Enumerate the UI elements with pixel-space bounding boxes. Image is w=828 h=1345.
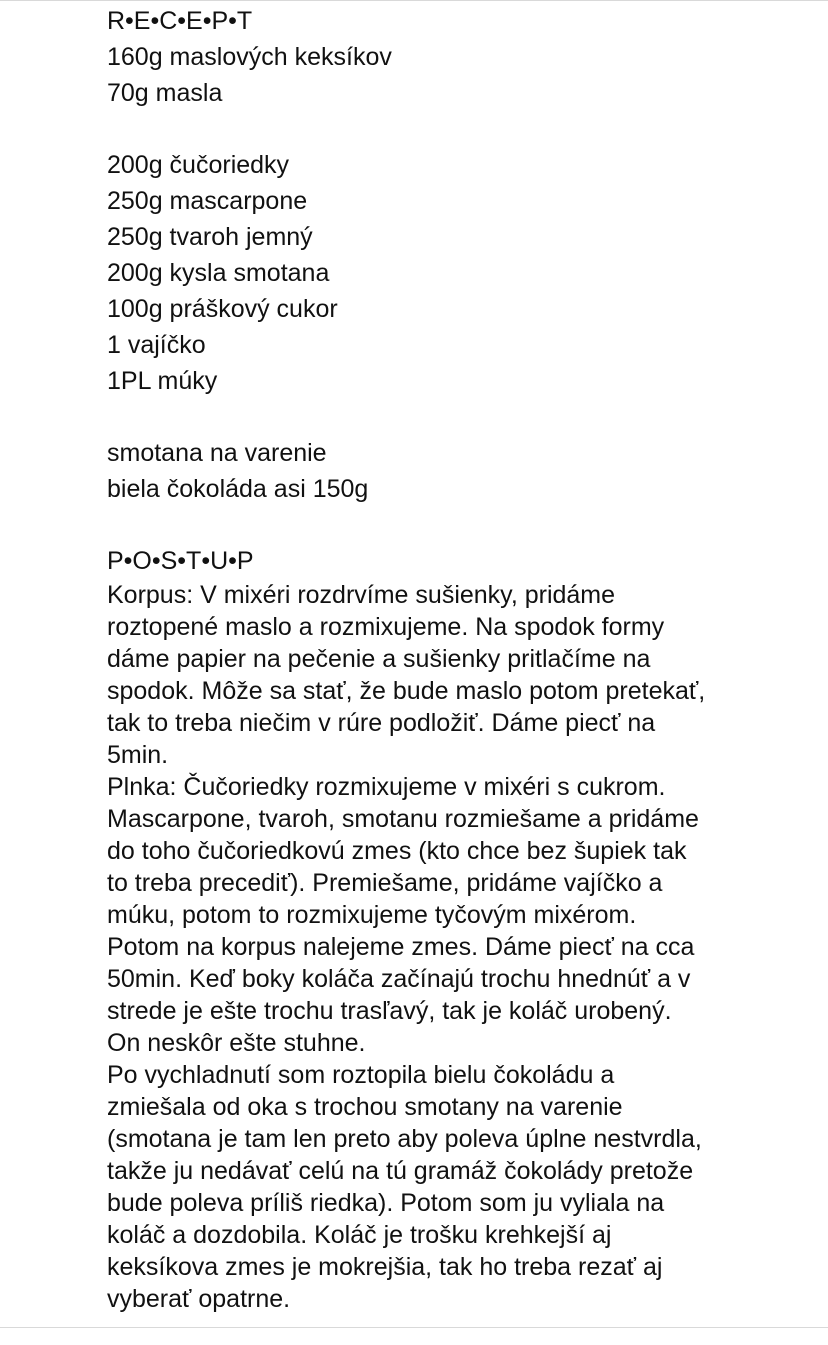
text-line: Plnka: Čučoriedky rozmixujeme v mixéri s cukrom. [107, 773, 666, 801]
text-line: Mascarpone, tvaroh, smotanu rozmiešame a pridáme [107, 805, 699, 833]
ingredient: 1 vajíčko [107, 331, 206, 359]
postup-paragraph-plnka [107, 771, 807, 1059]
text-line: zmiešala od oka s trochou smotany na varenie [107, 1093, 623, 1121]
blank-line [107, 507, 807, 543]
ingredient: 100g práškový cukor [107, 295, 338, 323]
text-line: 5min. [107, 741, 169, 769]
ingredient: 1PL múky [107, 367, 218, 395]
recipe-note[interactable] [107, 3, 807, 1315]
postup-paragraph-poleva [107, 1059, 807, 1315]
text-line: keksíkova zmes je mokrejšia, tak ho treba rezať aj [107, 1253, 663, 1281]
ingredient: 200g kysla smotana [107, 259, 330, 287]
text-line: roztopené maslo a rozmixujeme. Na spodok formy [107, 613, 665, 641]
postup-paragraph-korpus [107, 579, 807, 771]
text-line: dáme papier na pečenie a sušienky pritlačíme na [107, 645, 651, 673]
text-line: strede je ešte trochu trasľavý, tak je koláč urobený. [107, 997, 672, 1025]
text-line: tak to treba niečim v rúre podložiť. Dáme piecť na [107, 709, 656, 737]
ingredient: 250g mascarpone [107, 187, 308, 215]
text-line: spodok. Môže sa stať, že bude maslo potom pretekať, [107, 677, 706, 705]
text-line: do toho čučoriedkovú zmes (kto chce bez šupiek tak [107, 837, 687, 865]
ingredient: 250g tvaroh jemný [107, 223, 313, 251]
text-line: takže ju nedávať celú na tú gramáž čokolády pretože [107, 1157, 694, 1185]
text-line: (smotana je tam len preto aby poleva úplne nestvrdla, [107, 1125, 702, 1153]
ingredient: biela čokoláda asi 150g [107, 475, 369, 503]
text-line: 50min. Keď boky koláča začínajú trochu hnednúť a v [107, 965, 691, 993]
blank-line [107, 111, 807, 147]
text-line: On neskôr ešte stuhne. [107, 1029, 366, 1057]
text-line: Korpus: V mixéri rozdrvíme sušienky, pridáme [107, 581, 616, 609]
text-line: vyberať opatrne. [107, 1285, 291, 1313]
text-line: Potom na korpus nalejeme zmes. Dáme piecť na cca [107, 933, 695, 961]
text-line: koláč a dozdobila. Koláč je trošku krehkejší aj [107, 1221, 612, 1249]
bottom-divider [0, 1327, 828, 1328]
ingredient: 200g čučoriedky [107, 151, 290, 179]
recept-heading: R•E•C•E•P•T [107, 7, 253, 35]
ingredient: smotana na varenie [107, 439, 327, 467]
ingredient: 160g maslových keksíkov [107, 43, 392, 71]
ingredient: 70g masla [107, 79, 223, 107]
text-line: to treba precediť). Premiešame, pridáme vajíčko a [107, 869, 663, 897]
text-line: Po vychladnutí som roztopila bielu čokoládu a [107, 1061, 615, 1089]
postup-heading: P•O•S•T•U•P [107, 547, 254, 575]
blank-line [107, 399, 807, 435]
top-divider [0, 0, 828, 1]
text-line: bude poleva príliš riedka). Potom som ju vyliala na [107, 1189, 665, 1217]
text-line: múku, potom to rozmixujeme tyčovým mixérom. [107, 901, 637, 929]
